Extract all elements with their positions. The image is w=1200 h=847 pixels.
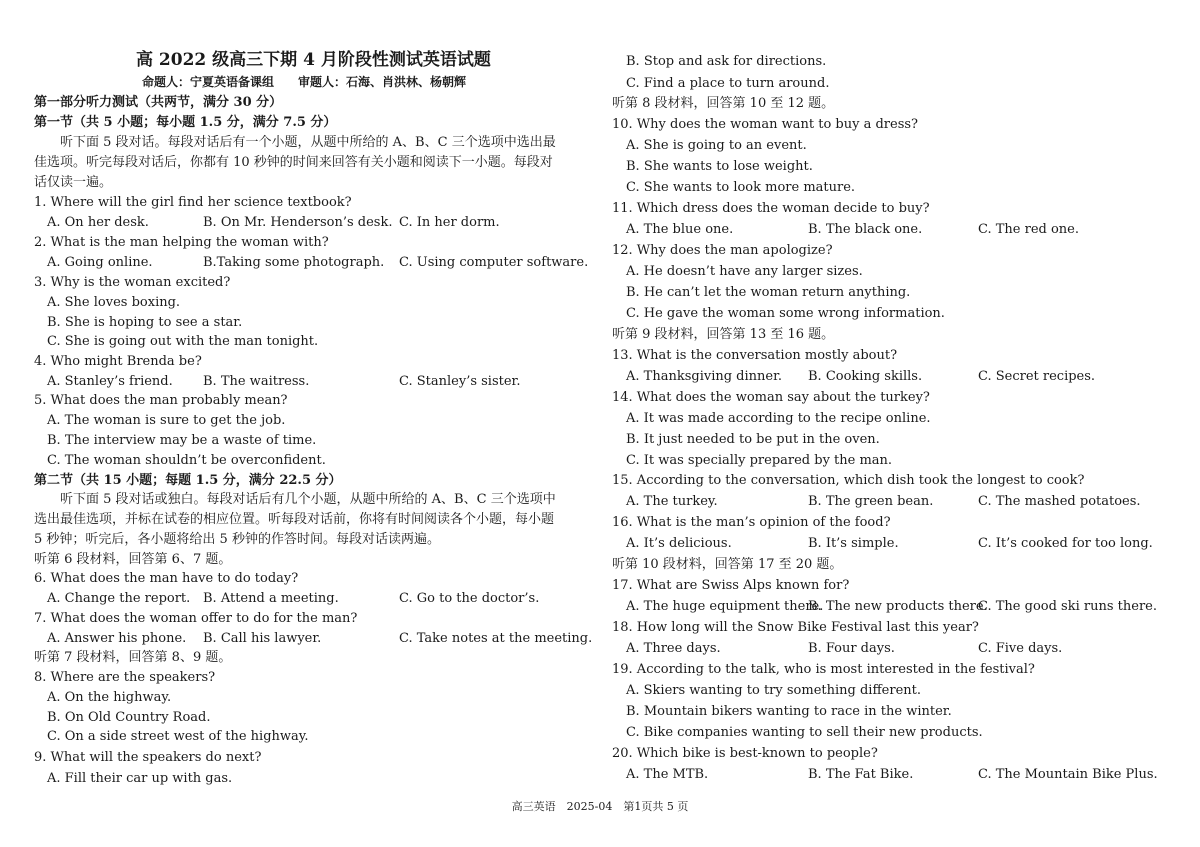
question-1: 1. Where will the girl find her science textbook? [34,195,352,210]
option-a: A. On the highway. [47,690,172,705]
section1-heading: 第一节（共 5 小题；每小题 1.5 分，满分 7.5 分） [34,115,337,130]
option-a: A. She loves boxing. [47,295,181,310]
options-row [34,631,593,646]
options-row [612,369,1172,384]
question-6: 6. What does the man have to do today? [34,571,299,586]
question-3: 3. Why is the woman excited? [34,275,231,290]
option-c: C. Bike companies wanting to sell their new products. [626,725,983,740]
section1-intro-line: 话仅读一遍。 [34,175,113,190]
section2-intro-line: 听下面 5 段对话或独白。每段对话后有几个小题，从题中所给的 A、B、C 三个选项中 [60,492,556,507]
question-8: 8. Where are the speakers? [34,670,216,685]
option-c: C. The Mountain Bike Plus. [978,767,1158,782]
question-11: 11. Which dress does the woman decide to buy? [612,201,930,216]
options-row [34,255,590,270]
option-b: B. Mountain bikers wanting to race in the winter. [626,704,952,719]
option-a: A. Change the report. [47,591,191,606]
option-a: A. She is going to an event. [626,138,807,153]
options-row [612,599,1172,614]
question-13: 13. What is the conversation mostly about? [612,348,898,363]
option-c: C. Take notes at the meeting. [399,631,593,646]
option-a: A. The turkey. [626,494,718,509]
exam-authors: 命题人：宁夏英语备课组 审题人：石海、肖洪林、杨朝辉 [142,75,467,89]
option-a: A. The blue one. [626,222,734,237]
question-18: 18. How long will the Snow Bike Festival last this year? [612,620,979,635]
material-instruction: 听第 8 段材料，回答第 10 至 12 题。 [612,96,835,111]
part1-heading: 第一部分听力测试（共两节，满分 30 分） [34,95,283,110]
option-a: A. It was made according to the recipe online. [626,411,931,426]
section2-heading: 第二节（共 15 小题；每题 1.5 分，满分 22.5 分） [34,473,342,488]
options-row [34,215,590,230]
option-c: C. She is going out with the man tonight. [47,334,319,349]
option-a: A. He doesn’t have any larger sizes. [626,264,863,279]
material-instruction: 听第 9 段材料，回答第 13 至 16 题。 [612,327,835,342]
option-b: B. The Fat Bike. [808,767,914,782]
section1-intro-line: 佳选项。听完每段对话后，你都有 10 秒钟的时间来回答有关小题和阅读下一小题。每段对 [34,155,553,170]
page-footer: 高三英语 2025-04 第1页共 5 页 [511,800,689,813]
option-b: B. The interview may be a waste of time. [47,433,317,448]
option-b: B. She wants to lose weight. [626,159,813,174]
option-c: C. The woman shouldn’t be overconfident. [47,453,326,468]
option-a: A. The woman is sure to get the job. [47,413,286,428]
question-4: 4. Who might Brenda be? [34,354,202,369]
option-a: A. It’s delicious. [626,536,732,551]
option-c: C. Go to the doctor’s. [399,591,540,606]
option-c: C. Secret recipes. [978,369,1096,384]
option-c: C. The good ski runs there. [978,599,1157,614]
section2-intro-line: 5 秒钟；听完后，各小题将给出 5 秒钟的作答时间。每段对话读两遍。 [34,532,440,547]
material-instruction: 听第 10 段材料，回答第 17 至 20 题。 [612,557,843,572]
options-row [612,641,1172,656]
options-row [612,494,1172,509]
option-b: B. Call his lawyer. [203,631,322,646]
options-row [612,536,1172,551]
option-b: B. Attend a meeting. [203,591,339,606]
option-a: A. The huge equipment there. [626,599,824,614]
option-c: C. She wants to look more mature. [626,180,856,195]
options-row [612,767,1172,782]
option-c: C. On a side street west of the highway. [47,729,309,744]
option-a: A. Three days. [626,641,721,656]
option-a: A. The MTB. [626,767,709,782]
material-instruction: 听第 7 段材料，回答第 8、9 题。 [34,650,232,665]
option-c: C. It’s cooked for too long. [978,536,1153,551]
option-b: B. The new products there. [808,599,988,614]
question-14: 14. What does the woman say about the turkey? [612,390,930,405]
options-row [34,591,590,606]
option-b: B. The waitress. [203,374,310,389]
option-b: B. It’s simple. [808,536,899,551]
option-c: C. He gave the woman some wrong information. [626,306,945,321]
options-row [612,222,1172,237]
option-b: B. On Old Country Road. [47,710,211,725]
option-b: B. Stop and ask for directions. [626,54,827,69]
option-a: A. Answer his phone. [47,631,187,646]
question-19: 19. According to the talk, who is most interested in the festival? [612,662,1035,677]
question-9: 9. What will the speakers do next? [34,750,262,765]
option-b: B. It just needed to be put in the oven. [626,432,880,447]
option-c: C. Using computer software. [399,255,589,270]
option-b: B. Four days. [808,641,895,656]
question-20: 20. Which bike is best-known to people? [612,746,878,761]
option-b: B. The green bean. [808,494,934,509]
option-b: B.Taking some photograph. [203,255,385,270]
section1-intro-line: 听下面 5 段对话。每段对话后有一个小题，从题中所给的 A、B、C 三个选项中选出最 [60,135,556,150]
option-a: A. Thanksgiving dinner. [626,369,783,384]
option-a: A. Stanley’s friend. [47,374,173,389]
option-b: B. On Mr. Henderson’s desk. [203,215,393,230]
option-c: C. The mashed potatoes. [978,494,1141,509]
question-10: 10. Why does the woman want to buy a dress? [612,117,919,132]
option-c: C. Find a place to turn around. [626,76,830,91]
option-a: A. Fill their car up with gas. [47,771,233,786]
option-c: C. It was specially prepared by the man. [626,453,893,468]
material-instruction: 听第 6 段材料，回答第 6、7 题。 [34,552,232,567]
option-b: B. He can’t let the woman return anything. [626,285,911,300]
exam-title: 高 2022 级高三下期 4 月阶段性测试英语试题 [136,50,491,70]
option-c: C. In her dorm. [399,215,500,230]
question-12: 12. Why does the man apologize? [612,243,833,258]
option-a: A. On her desk. [47,215,149,230]
question-16: 16. What is the man’s opinion of the food? [612,515,891,530]
option-b: B. Cooking skills. [808,369,923,384]
question-15: 15. According to the conversation, which dish took the longest to cook? [612,473,1085,488]
option-b: B. The black one. [808,222,923,237]
option-a: A. Skiers wanting to try something different. [626,683,922,698]
section2-intro-line: 选出最佳选项，并标在试卷的相应位置。听每段对话前，你将有时间阅读各个小题，每小题 [34,512,555,527]
options-row [34,374,590,389]
option-c: C. Stanley’s sister. [399,374,521,389]
question-5: 5. What does the man probably mean? [34,393,288,408]
question-7: 7. What does the woman offer to do for the man? [34,611,358,626]
option-a: A. Going online. [47,255,153,270]
question-2: 2. What is the man helping the woman with? [34,235,329,250]
option-b: B. She is hoping to see a star. [47,315,243,330]
question-17: 17. What are Swiss Alps known for? [612,578,850,593]
option-c: C. Five days. [978,641,1063,656]
option-c: C. The red one. [978,222,1080,237]
